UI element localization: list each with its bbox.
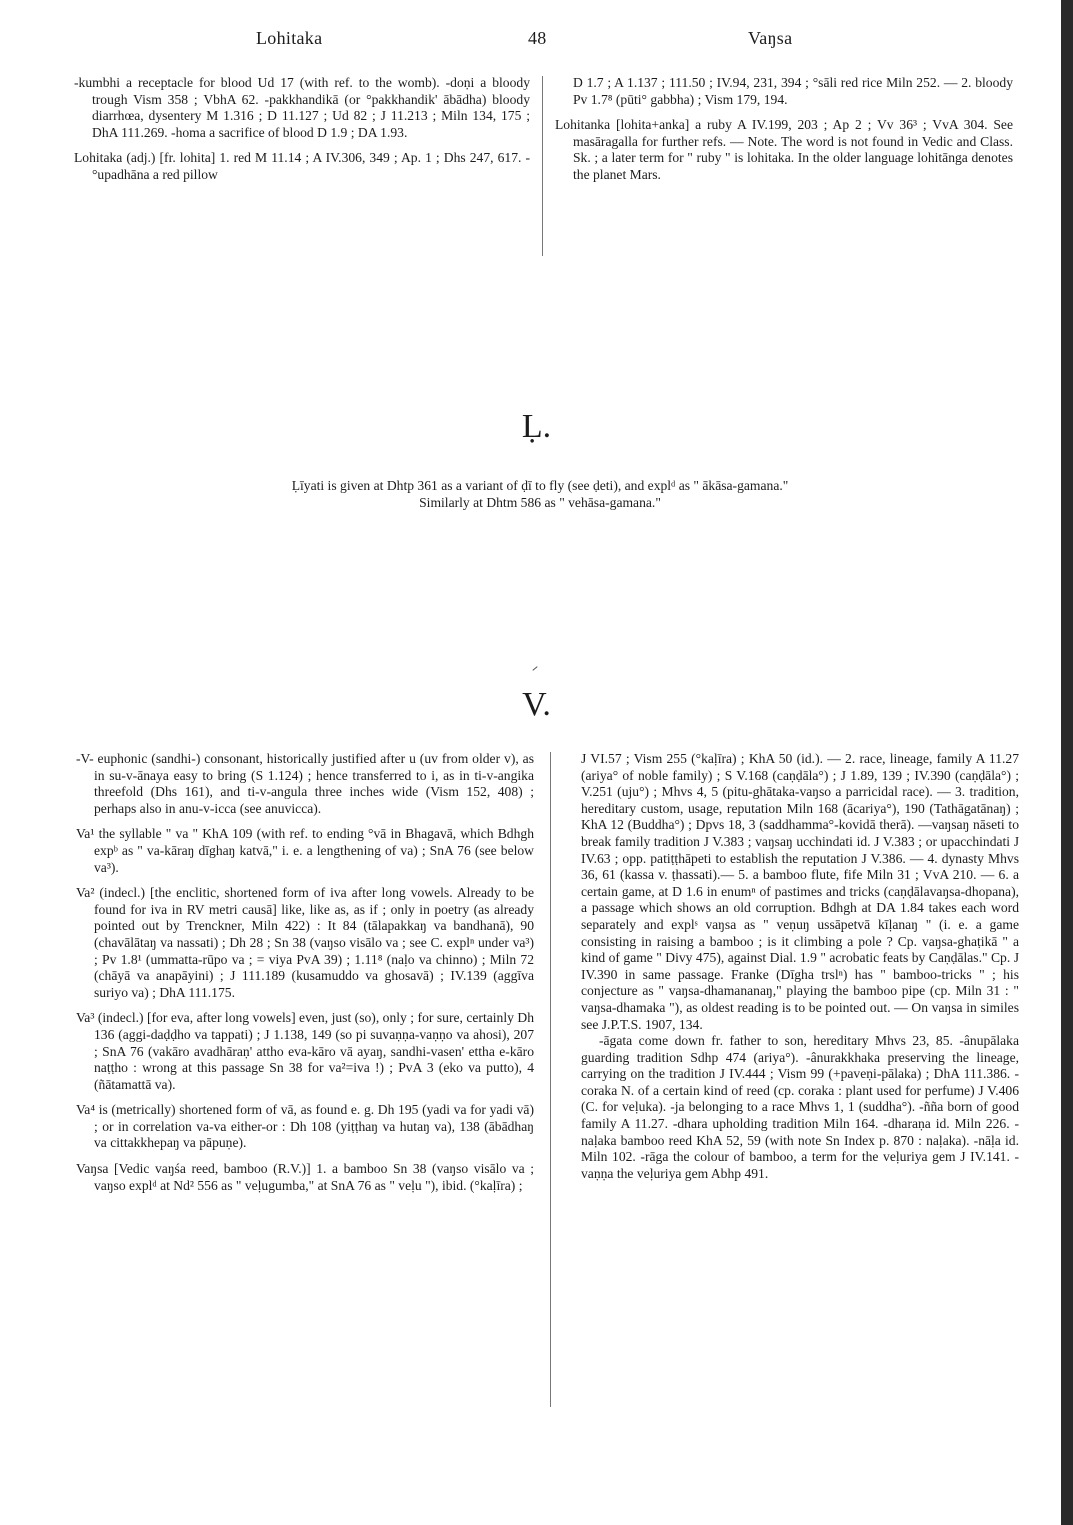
entry-liyati-continued: Similarly at Dhtm 586 as " vehāsa-gamana." xyxy=(419,494,661,510)
page-number: 48 xyxy=(528,28,547,48)
running-head-left: Lohitaka xyxy=(256,28,323,48)
stray-mark xyxy=(532,666,537,671)
top-left-column xyxy=(74,75,530,193)
section-letter-v: V. xyxy=(522,686,551,723)
top-right-column xyxy=(555,75,1013,193)
entry-v-euphonic: -V- euphonic (sandhi-) consonant, historically justified after u (uv from older v), as in su-v-ānaya easy to bring (S 1.124) ; hence transferred to i, as in ti-v-angika threefold (Dhs 161), and ti-v-angula three inches wide (Vism 152, 408) ; perhaps also in anu-v-icca (see anuvicca). xyxy=(76,751,534,816)
entry-liyati: Ḷīyati is given at Dhtp 361 as a variant of ḍī to fly (see ḍeti), and explᵈ as " ākāsa-gamana." xyxy=(291,478,789,493)
entry-vansa-continued: J VI.57 ; Vism 255 (°kaḷīra) ; KhA 50 (id.). — 2. race, lineage, family A 11.27 (ariya° of noble family) ; S V.168 (caṇḍāla°) ; J 1.89, 139 ; IV.390 (caṇḍāla°) ; V.251 (uju°) ; Mhvs 4, 5 (pitu-ghātaka-vaŋso a parricidal race). — 3. tradition, hereditary custom, usage, reputation Miln 168 (ācariya°), 190 (Tathāgatānaŋ) ; KhA 12 (Buddha°) ; Dpvs 18, 3 (saddhamma°-kovidā therā). —vaŋsaŋ nāseti to break family tradition J V.383 ; vaŋsaŋ ucchindati id. J V.383 ; or upacchindati J IV.63 ; opp. patiṭṭhāpeti to establish the reputation J V.386. — 4. dynasty Mhvs 36, 61 (kassa v. ṭhassati).— 5. a bamboo flute, fife Miln 31 ; VvA 210. — 6. a certain game, at D 1.6 in enumⁿ of pastimes and tricks (caṇḍālavaŋsa-dhopana), a passage which shows an old corruption. Bdhgh at DA 1.84 takes each word separately and explˢ vaŋsa as " veṇuŋ ussāpetvā kīḷanaŋ " (i. e. a game consisting in raising a bamboo ; is it climbing a pole ? Cp. vaŋsa-ghaṭikā " a kind of game " Divy 475), against Dial. 1.9 " acrobatic feats by Caṇḍālas." Cp. J IV.390 in same passage. Franke (Dīgha trslⁿ) has " bamboo-tricks " ; his conjecture as " vaŋsa-dhamananaŋ," playing the bamboo pipe (cp. Miln 31 : " vaŋsa-dhamaka "), as oldest reading is to be pointed out. — On vaŋsa in similes see J.P.T.S. 1907, 134. xyxy=(581,751,1019,1032)
column-rule-top xyxy=(542,76,543,256)
bottom-right-column xyxy=(563,751,1019,1182)
entry-lohita-compounds: -kumbhi a receptacle for blood Ud 17 (with ref. to the womb). -doṇi a bloody trough Vism 358 ; VbhA 62. -pakkhandikā (or °pakkhandik' ābādha) bloody diarrhœa, dysentery M 1.316 ; D 11.127 ; Ud 82 ; J 11.213 ; Miln 134, 175 ; DhA 111.269. -homa a sacrifice of blood D 1.9 ; DA 1.93. xyxy=(74,75,530,140)
running-head-right: Vaŋsa xyxy=(748,28,793,48)
column-rule-bottom xyxy=(550,752,551,1407)
entry-lohitanka: Lohitanka [lohita+anka] a ruby A IV.199, 203 ; Ap 2 ; Vv 36³ ; VvA 304. See masāragalla for further refs. — Note. The word is not found in Vedic and Class. Sk. ; a later term for " ruby " is lohitaka. In the older language lohitānga denotes the planet Mars. xyxy=(555,117,1013,182)
entry-va1: Va¹ the syllable " va " KhA 109 (with ref. to ending °vā in Bhagavā, which Bdhgh expᵇ as " va-kāraŋ dīghaŋ katvā," i. e. a lengthening of va) ; SnA 76 (see below va³). xyxy=(76,826,534,875)
entry-lohitaka-continued: D 1.7 ; A 1.137 ; 111.50 ; IV.94, 231, 394 ; °sāli red rice Miln 252. — 2. bloody Pv 1.7⁸ (pūti° gabbha) ; Vism 179, 194. xyxy=(573,75,1013,107)
section-l-note xyxy=(120,478,960,511)
page-edge xyxy=(1061,0,1073,1525)
entry-va4: Va⁴ is (metrically) shortened form of vā, as found e. g. Dh 195 (yadi va for yadi vā) ; or in correlation va-va either-or : Dh 108 (yiṭṭhaŋ va hutaŋ va), 138 (ābādhaŋ va cittakkhepaŋ va pāpuṇe). xyxy=(76,1102,534,1151)
entry-lohitaka: Lohitaka (adj.) [fr. lohita] 1. red M 11.14 ; A IV.306, 349 ; Ap. 1 ; Dhs 247, 617. -°upadhāna a red pillow xyxy=(74,150,530,182)
entry-va3: Va³ (indecl.) [for eva, after long vowels] even, just (so), only ; for sure, certainly Dh 136 (aggi-daḍḍho va tappati) ; J 1.138, 149 (so pi suvaṇṇa-vaṇṇo va ahosi), 207 ; SnA 76 (vakāro avadhāraṇ' attho eva-kāro vā ayaŋ, sandhi-vasen' ettha e-kāro naṭṭho : wrong at this passage Sn 38 for va²=iva !) ; PvA 3 (eko va putto), 4 (ñātamattā va). xyxy=(76,1010,534,1092)
entry-va2: Va² (indecl.) [the enclitic, shortened form of iva after long vowels. Already to be found for iva in RV metri causā] like, like as, as if ; only in poetry (as already pointed out by Trenckner, Miln 422) : It 84 (tālapakkaŋ va bandhanā), 90 (chavālātaŋ va nassati) ; Dh 28 ; Sn 38 (vaŋso visālo va ; see C. explⁿ under va³) ; Pv 1.8¹ (ummatta-rūpo va ; = viya PvA 39) ; 1.11⁸ (naḷo va chinno) ; Miln 72 (chāyā va anapāyini) ; J 111.189 (kusamuddo va ghosavā) ; IV.139 (aggīva suriyo va) ; DhA 111.175. xyxy=(76,885,534,1000)
entry-vansa-compounds: -āgata come down fr. father to son, hereditary Mhvs 23, 85. -ânupālaka guarding tradition Sdhp 474 (ariya°). -ânurakkhaka preserving the lineage, carrying on the tradition J IV.444 ; Vism 99 (+paveṇi-pālaka) ; DhA 111.386. -coraka N. of a certain kind of reed (cp. coraka : plant used for perfume) J V.406 (C. for veḷuka). -ja belonging to a race Mhvs 1, 1 (suddha°). -ñña born of good family A 11.27. -dhara upholding tradition Miln 164. -dharaṇa id. Miln 226. -naḷaka bamboo reed KhA 52, 59 (with note Sn Index p. 870 : naḷaka). -nāḷa id. Miln 102. -rāga the colour of bamboo, a term for the veḷuriya gem J IV.141. -vaṇṇa the veḷuriya gem Abhp 491. xyxy=(581,1033,1019,1181)
bottom-left-column xyxy=(76,751,534,1203)
section-letter-l: Ḷ. xyxy=(521,408,552,445)
entry-vansa: Vaŋsa [Vedic vaŋśa reed, bamboo (R.V.)] 1. a bamboo Sn 38 (vaŋso visālo va ; vaŋso explᵈ at Nd² 556 as " veḷugumba," at SnA 76 as " veḷu "), ibid. (°kaḷīra) ; xyxy=(76,1161,534,1193)
